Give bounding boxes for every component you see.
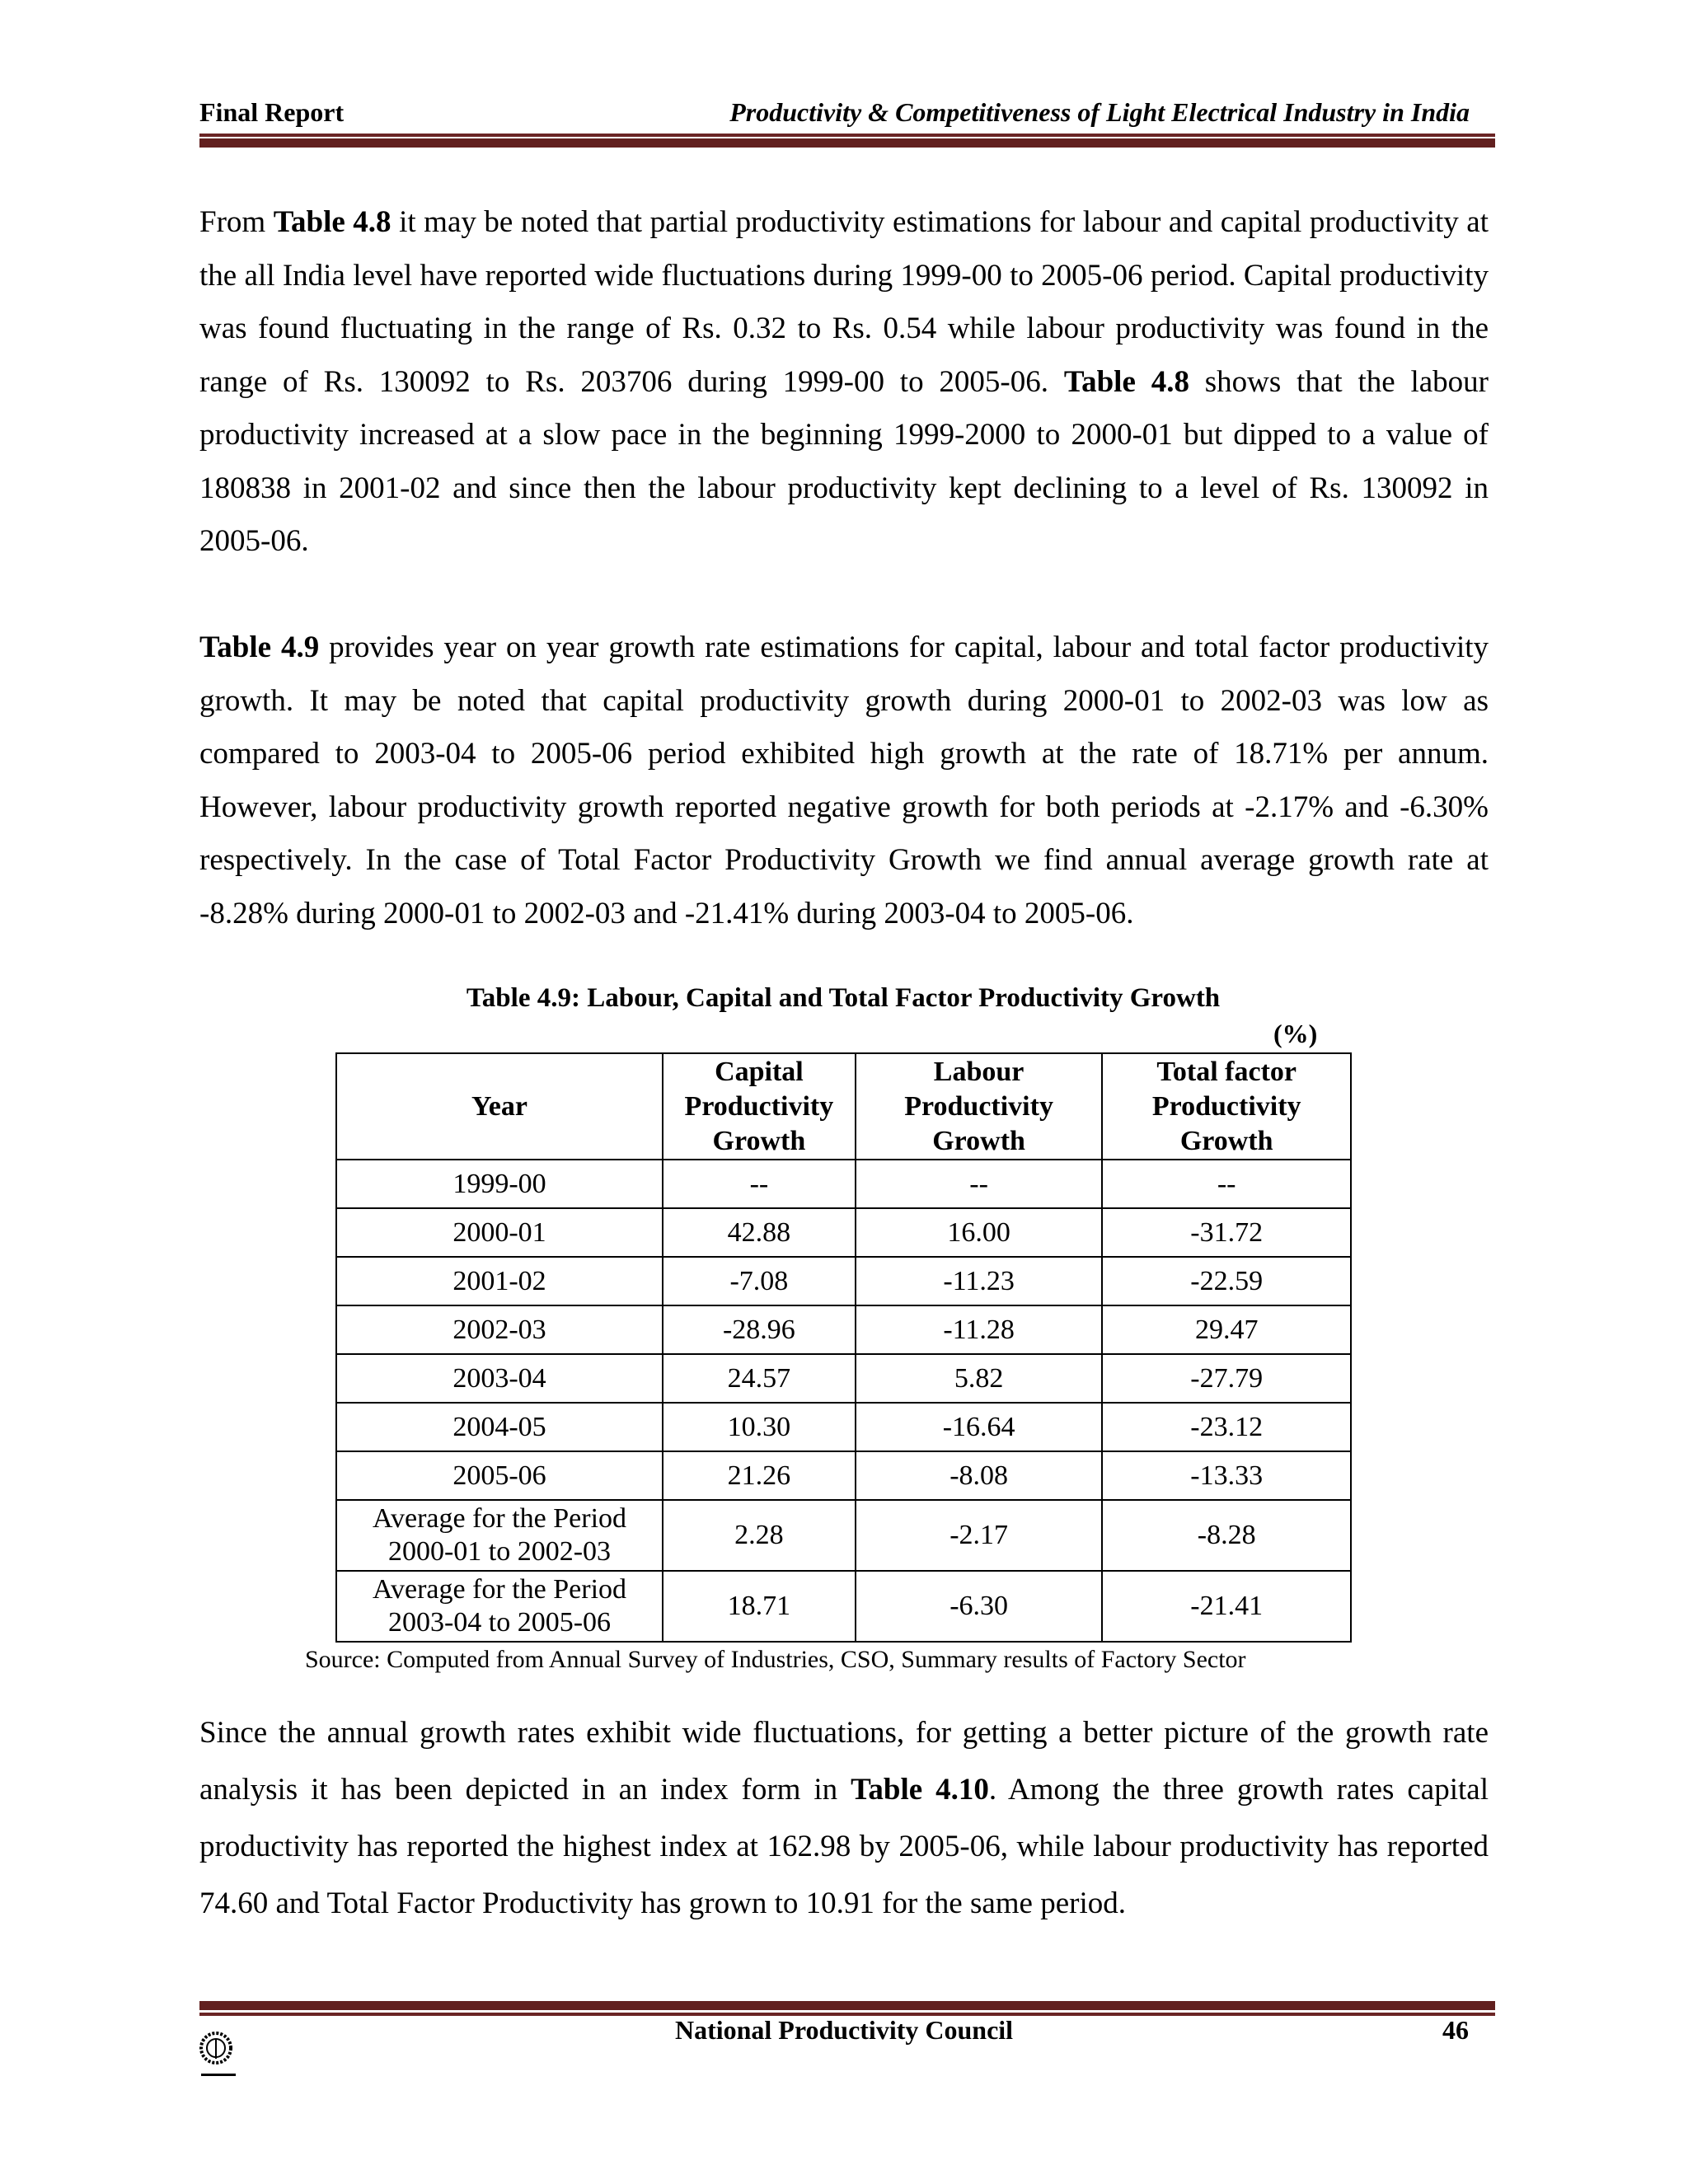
footer-org: National Productivity Council <box>674 2015 1014 2045</box>
table-row <box>336 1257 1351 1305</box>
table-cell: 29.47 <box>1102 1305 1351 1354</box>
table-cell: -28.96 <box>663 1305 856 1354</box>
label-line: Average for the Period <box>372 1503 627 1534</box>
table-cell: 2.28 <box>663 1500 856 1571</box>
column-header <box>663 1053 856 1160</box>
table-row <box>336 1305 1351 1354</box>
header-line: Growth <box>932 1125 1025 1156</box>
table-row <box>336 1403 1351 1451</box>
column-header <box>336 1053 663 1160</box>
table-cell: 16.00 <box>856 1208 1103 1257</box>
table-cell: -- <box>1102 1160 1351 1208</box>
header-line: Capital <box>715 1056 804 1087</box>
header-left: Final Report <box>199 97 345 127</box>
table-cell: -16.64 <box>856 1403 1103 1451</box>
header-line: Productivity <box>684 1090 834 1122</box>
table-cell: 2004-05 <box>336 1403 663 1451</box>
table-title: Table 4.9: Labour, Capital and Total Factor Productivity Growth <box>466 983 1221 1013</box>
paragraph-3: Since the annual growth rates exhibit wide fluctuations, for getting a better picture of the growth rate analysis it has been depicted in an index form in Table 4.10. Among the three growth rates capital productivity has reported the highest index at 162.98 by 2005-06, while labour productivity has reported 74.60 and Total Factor Productivity has grown to 10.91 for the same period. <box>199 1716 1489 1920</box>
label-line: 2000-01 to 2002-03 <box>387 1536 612 1567</box>
table-cell: -8.08 <box>856 1451 1103 1500</box>
header-rule-thin <box>199 134 1495 137</box>
average-row <box>336 1500 1351 1571</box>
average-label <box>336 1571 663 1642</box>
label-line: 2003-04 to 2005-06 <box>387 1607 612 1638</box>
header-line: Productivity <box>904 1090 1053 1122</box>
header-line: Growth <box>1179 1125 1273 1156</box>
table-source: Source: Computed from Annual Survey of Industries, CSO, Summary results of Factory Sector <box>305 1646 1246 1673</box>
header-line: Total factor <box>1156 1056 1297 1087</box>
table-cell: -- <box>856 1160 1103 1208</box>
paragraph-1: From Table 4.8 it may be noted that partial productivity estimations for labour and capital productivity at the all India level have reported wide fluctuations during 1999-00 to 2005-06 period. Capital productivity was found fluctuating in the range of Rs. 0.32 to Rs. 0.54 while labour productivity was found in the range of Rs. 130092 to Rs. 203706 during 1999-00 to 2005-06. Table 4.8 shows that the labour productivity increased at a slow pace in the beginning 1999-2000 to 2000-01 but dipped to a value of 180838 in 2001-02 and since then the labour productivity kept declining to a level of Rs. 130092 in 2005-06. <box>199 205 1489 558</box>
table-cell: -7.08 <box>663 1257 856 1305</box>
table-row <box>336 1208 1351 1257</box>
average-label <box>336 1500 663 1571</box>
table-cell: 18.71 <box>663 1571 856 1642</box>
table-cell: 2003-04 <box>336 1354 663 1403</box>
table-cell: 42.88 <box>663 1208 856 1257</box>
table-cell: -- <box>663 1160 856 1208</box>
page-number: 46 <box>1442 2015 1469 2045</box>
table-row <box>336 1354 1351 1403</box>
table-cell: 2002-03 <box>336 1305 663 1354</box>
header-line: Year <box>471 1090 528 1122</box>
header-title: Productivity & Competitiveness of Light Electrical Industry in India <box>729 97 1470 127</box>
table-cell: 2000-01 <box>336 1208 663 1257</box>
table-cell: -13.33 <box>1102 1451 1351 1500</box>
table-cell: -6.30 <box>856 1571 1103 1642</box>
header-line: Productivity <box>1151 1090 1301 1122</box>
growth-table <box>335 1052 1352 1643</box>
table-cell: 10.30 <box>663 1403 856 1451</box>
table-cell: 24.57 <box>663 1354 856 1403</box>
column-header <box>856 1053 1103 1160</box>
table-row <box>336 1160 1351 1208</box>
table-row <box>336 1451 1351 1500</box>
paragraph-2: Table 4.9 provides year on year growth rate estimations for capital, labour and total factor productivity growth. It may be noted that capital productivity growth during 2000-01 to 2002-03 was low as compared to 2003-04 to 2005-06 period exhibited high growth at the rate of 18.71% per annum. However, labour productivity growth reported negative growth for both periods at -2.17% and -6.30% respectively. In the case of Total Factor Productivity Growth we find annual average growth rate at -8.28% during 2000-01 to 2002-03 and -21.41% during 2003-04 to 2005-06. <box>199 630 1489 930</box>
header-line: Growth <box>712 1125 806 1156</box>
table-cell: 1999-00 <box>336 1160 663 1208</box>
average-row <box>336 1571 1351 1642</box>
table-cell: -23.12 <box>1102 1403 1351 1451</box>
table-cell: -31.72 <box>1102 1208 1351 1257</box>
table-cell: 5.82 <box>856 1354 1103 1403</box>
table-cell: -11.23 <box>856 1257 1103 1305</box>
table-cell: -21.41 <box>1102 1571 1351 1642</box>
footer-rule-thick <box>199 2001 1495 2010</box>
table-cell: 2005-06 <box>336 1451 663 1500</box>
table-cell: -22.59 <box>1102 1257 1351 1305</box>
table-cell: -8.28 <box>1102 1500 1351 1571</box>
table-cell: -2.17 <box>856 1500 1103 1571</box>
header-line: Labour <box>933 1056 1025 1087</box>
table-cell: -11.28 <box>856 1305 1103 1354</box>
table-cell: -27.79 <box>1102 1354 1351 1403</box>
table-unit: (%) <box>1273 1019 1318 1048</box>
column-header <box>1102 1053 1351 1160</box>
label-line: Average for the Period <box>372 1574 627 1605</box>
table-cell: 21.26 <box>663 1451 856 1500</box>
table-cell: 2001-02 <box>336 1257 663 1305</box>
header-rule-thick <box>199 138 1495 148</box>
